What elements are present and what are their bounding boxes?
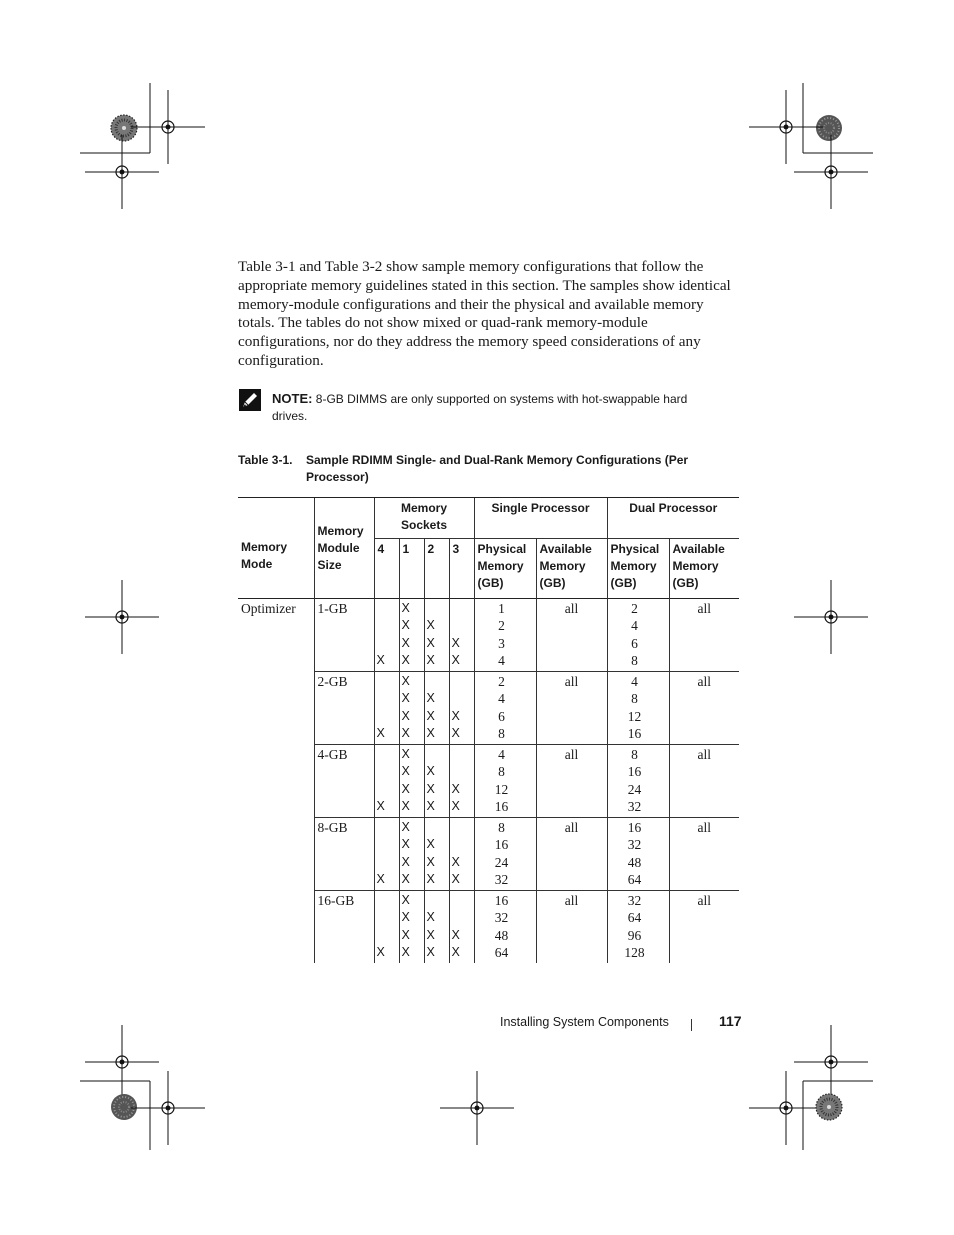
- module-size-cell: 16-GB: [314, 891, 374, 964]
- socket-4-cell-line: [377, 673, 396, 690]
- socket-1-cell-line: X: [401, 820, 410, 834]
- socket-3-cell-line: X: [451, 871, 460, 886]
- socket-4-cell-line: X: [376, 652, 385, 667]
- socket-3-cell: [449, 891, 474, 964]
- header-memory-sockets: Memory Sockets: [374, 498, 474, 539]
- socket-4-cell-line: [377, 836, 396, 853]
- memory-config-table: [238, 497, 739, 963]
- dual-physical-cell: [607, 672, 669, 745]
- socket-4-cell-line: X: [376, 798, 385, 813]
- socket-3-cell-line: [452, 909, 471, 926]
- socket-1-cell-line: X: [401, 798, 410, 813]
- socket-4-cell-line: [377, 708, 396, 725]
- socket-3-cell-line: [452, 617, 471, 634]
- socket-3-cell-line: X: [451, 635, 460, 650]
- table-caption-number: Table 3-1.: [238, 453, 293, 467]
- dual-physical-cell-line: 6: [631, 635, 638, 651]
- socket-4-cell: [374, 672, 399, 745]
- dual-physical-cell-line: 4: [631, 618, 638, 634]
- socket-2-cell-line: X: [426, 927, 435, 942]
- dual-physical-cell-line: 4: [631, 674, 638, 689]
- dual-physical-cell-line: 64: [627, 871, 642, 887]
- socket-1-cell: [399, 818, 424, 891]
- dual-physical-cell-line: 16: [627, 725, 642, 741]
- socket-1-cell-line: X: [401, 854, 410, 869]
- socket-3-cell-line: [452, 763, 471, 780]
- socket-3-cell: [449, 599, 474, 672]
- single-physical-cell-line: 8: [498, 764, 505, 780]
- single-available-cell: all: [536, 745, 607, 818]
- socket-2-cell-line: X: [426, 854, 435, 869]
- socket-1-cell-line: X: [401, 725, 410, 740]
- single-physical-cell: [474, 745, 536, 818]
- socket-2-cell-line: X: [426, 837, 435, 852]
- socket-2-cell-line: [427, 746, 446, 763]
- header-single-available: Available Memory (GB): [536, 539, 607, 599]
- table-row: [238, 745, 739, 818]
- socket-4-cell-line: [377, 927, 396, 944]
- socket-2-cell-line: X: [426, 910, 435, 925]
- note-body: 8-GB DIMMS are only supported on systems with hot-swappable hard drives.: [272, 392, 688, 423]
- socket-3-cell-line: [452, 746, 471, 763]
- socket-3-cell: [449, 672, 474, 745]
- module-size-cell: 2-GB: [314, 672, 374, 745]
- socket-2-cell: [424, 672, 449, 745]
- socket-1-cell-line: X: [401, 944, 410, 959]
- footer-section-title: Installing System Components: [500, 1015, 669, 1029]
- socket-4-cell-line: [377, 763, 396, 780]
- socket-4-cell: [374, 745, 399, 818]
- header-dual-processor: Dual Processor: [607, 498, 739, 539]
- dual-physical-cell-line: 32: [627, 798, 642, 814]
- socket-3-cell-line: X: [451, 854, 460, 869]
- socket-2-cell-line: X: [426, 708, 435, 723]
- socket-1-cell-line: X: [401, 781, 410, 796]
- socket-2-cell-line: X: [426, 691, 435, 706]
- socket-1-cell-line: X: [401, 910, 410, 925]
- single-physical-cell-line: 4: [498, 652, 505, 668]
- single-physical-cell-line: 4: [498, 747, 505, 762]
- dual-physical-cell-line: 32: [627, 893, 642, 908]
- header-single-physical: Physical Memory (GB): [474, 539, 536, 599]
- socket-2-cell: [424, 818, 449, 891]
- socket-4-cell-line: [377, 909, 396, 926]
- socket-4-cell-line: [377, 690, 396, 707]
- dual-available-cell: all: [669, 818, 739, 891]
- socket-2-cell-line: X: [426, 764, 435, 779]
- socket-2-cell: [424, 745, 449, 818]
- dual-physical-cell-line: 96: [627, 927, 642, 943]
- module-size-cell: 8-GB: [314, 818, 374, 891]
- socket-1-cell-line: X: [401, 708, 410, 723]
- single-physical-cell-line: 48: [494, 927, 509, 943]
- socket-3-cell-line: [452, 690, 471, 707]
- dual-available-cell: all: [669, 672, 739, 745]
- socket-3-cell-line: X: [451, 725, 460, 740]
- dual-physical-cell-line: 32: [627, 837, 642, 853]
- dual-physical-cell-line: 24: [627, 781, 642, 797]
- note-label: NOTE:: [272, 391, 313, 406]
- socket-1-cell-line: X: [401, 837, 410, 852]
- single-physical-cell-line: 64: [494, 944, 509, 960]
- socket-1-cell-line: X: [401, 674, 410, 688]
- socket-3-cell-line: [452, 836, 471, 853]
- socket-3-cell-line: X: [451, 708, 460, 723]
- header-single-processor: Single Processor: [474, 498, 607, 539]
- socket-1-cell-line: X: [401, 927, 410, 942]
- socket-4-cell: [374, 818, 399, 891]
- socket-2-cell-line: X: [426, 798, 435, 813]
- memory-mode-cell: Optimizer: [241, 601, 296, 616]
- socket-1-cell: [399, 745, 424, 818]
- socket-3-cell: [449, 818, 474, 891]
- socket-1-cell-line: X: [401, 652, 410, 667]
- single-physical-cell-line: 4: [498, 691, 505, 707]
- socket-4-cell-line: X: [376, 871, 385, 886]
- dual-physical-cell-line: 64: [627, 910, 642, 926]
- socket-4-cell-line: [377, 635, 396, 652]
- socket-3-cell-line: [452, 673, 471, 690]
- socket-3-cell-line: X: [451, 652, 460, 667]
- header-socket-1: 1: [399, 539, 424, 599]
- single-physical-cell-line: 24: [494, 854, 509, 870]
- socket-3-cell-line: X: [451, 927, 460, 942]
- single-physical-cell-line: 16: [494, 893, 509, 908]
- module-size-cell: 1-GB: [314, 599, 374, 672]
- socket-4-cell-line: [377, 600, 396, 617]
- single-physical-cell: [474, 672, 536, 745]
- single-available-cell: all: [536, 672, 607, 745]
- single-physical-cell-line: 16: [494, 837, 509, 853]
- socket-1-cell-line: X: [401, 618, 410, 633]
- dual-physical-cell-line: 12: [627, 708, 642, 724]
- socket-4-cell-line: [377, 617, 396, 634]
- table-row: [238, 672, 739, 745]
- socket-1-cell-line: X: [401, 691, 410, 706]
- single-physical-cell-line: 32: [494, 910, 509, 926]
- dual-available-cell: all: [669, 891, 739, 964]
- socket-1-cell-line: X: [401, 747, 410, 761]
- single-available-cell: all: [536, 891, 607, 964]
- socket-3-cell: [449, 745, 474, 818]
- table-row: [238, 599, 739, 672]
- socket-3-cell-line: [452, 600, 471, 617]
- socket-2-cell-line: X: [426, 725, 435, 740]
- dual-physical-cell-line: 48: [627, 854, 642, 870]
- header-memory-mode: Memory Mode: [238, 498, 314, 599]
- socket-3-cell-line: X: [451, 781, 460, 796]
- dual-physical-cell-line: 16: [627, 764, 642, 780]
- dual-physical-cell-line: 8: [631, 652, 638, 668]
- single-physical-cell: [474, 891, 536, 964]
- header-module-size: Memory Module Size: [314, 498, 374, 599]
- socket-2-cell: [424, 891, 449, 964]
- socket-1-cell: [399, 599, 424, 672]
- table-row: [238, 818, 739, 891]
- socket-4-cell-line: [377, 854, 396, 871]
- single-physical-cell-line: 3: [498, 635, 505, 651]
- socket-2-cell-line: X: [426, 781, 435, 796]
- footer-separator: [691, 1019, 692, 1031]
- single-physical-cell-line: 8: [498, 725, 505, 741]
- table-row: [238, 891, 739, 964]
- socket-1-cell-line: X: [401, 635, 410, 650]
- socket-2-cell-line: [427, 892, 446, 909]
- dual-physical-cell-line: 16: [627, 820, 642, 835]
- dual-physical-cell-line: 2: [631, 601, 638, 616]
- dual-physical-cell: [607, 891, 669, 964]
- dual-physical-cell-line: 8: [631, 691, 638, 707]
- socket-4-cell-line: X: [376, 944, 385, 959]
- single-physical-cell-line: 1: [498, 601, 505, 616]
- header-dual-available: Available Memory (GB): [669, 539, 739, 599]
- note-text: [272, 390, 712, 425]
- single-available-cell: all: [536, 599, 607, 672]
- page-number: 117: [719, 1013, 742, 1029]
- socket-1-cell: [399, 672, 424, 745]
- socket-3-cell-line: [452, 819, 471, 836]
- socket-1-cell-line: X: [401, 893, 410, 907]
- module-size-cell: 4-GB: [314, 745, 374, 818]
- socket-4-cell-line: X: [376, 725, 385, 740]
- socket-3-cell-line: [452, 892, 471, 909]
- dual-physical-cell-line: 8: [631, 747, 638, 762]
- socket-2-cell-line: [427, 673, 446, 690]
- socket-4-cell-line: [377, 819, 396, 836]
- socket-1-cell: [399, 891, 424, 964]
- socket-3-cell-line: X: [451, 944, 460, 959]
- dual-physical-cell: [607, 599, 669, 672]
- socket-4-cell: [374, 599, 399, 672]
- dual-physical-cell: [607, 818, 669, 891]
- socket-2-cell: [424, 599, 449, 672]
- table-caption-title: Sample RDIMM Single- and Dual-Rank Memory Configurations (Per Processor): [306, 453, 689, 484]
- header-dual-physical: Physical Memory (GB): [607, 539, 669, 599]
- single-physical-cell-line: 32: [494, 871, 509, 887]
- socket-1-cell-line: X: [401, 601, 410, 615]
- socket-2-cell-line: [427, 819, 446, 836]
- dual-physical-cell: [607, 745, 669, 818]
- socket-4-cell-line: [377, 892, 396, 909]
- single-physical-cell-line: 2: [498, 674, 505, 689]
- socket-4-cell-line: [377, 746, 396, 763]
- socket-4-cell-line: [377, 781, 396, 798]
- single-available-cell: all: [536, 818, 607, 891]
- socket-1-cell-line: X: [401, 871, 410, 886]
- intro-paragraph: Table 3-1 and Table 3-2 show sample memory configurations that follow the appropriate memory guidelines stated in this section. The samples show identical memory-module configurations and their the physical and available memory totals. The tables do not show mixed or quad-rank memory-module configurations, nor do they address the memory speed considerations of any configuration.: [238, 258, 731, 369]
- socket-4-cell: [374, 891, 399, 964]
- socket-2-cell-line: [427, 600, 446, 617]
- socket-1-cell-line: X: [401, 764, 410, 779]
- socket-2-cell-line: X: [426, 618, 435, 633]
- socket-3-cell-line: X: [451, 798, 460, 813]
- socket-2-cell-line: X: [426, 871, 435, 886]
- single-physical-cell-line: 8: [498, 820, 505, 835]
- header-socket-2: 2: [424, 539, 449, 599]
- header-socket-4: 4: [374, 539, 399, 599]
- note-pencil-icon: [239, 389, 261, 411]
- dual-available-cell: all: [669, 599, 739, 672]
- socket-2-cell-line: X: [426, 944, 435, 959]
- single-physical-cell-line: 2: [498, 618, 505, 634]
- single-physical-cell-line: 6: [498, 708, 505, 724]
- socket-2-cell-line: X: [426, 652, 435, 667]
- single-physical-cell-line: 16: [494, 798, 509, 814]
- single-physical-cell-line: 12: [494, 781, 509, 797]
- header-socket-3: 3: [449, 539, 474, 599]
- socket-2-cell-line: X: [426, 635, 435, 650]
- single-physical-cell: [474, 818, 536, 891]
- dual-available-cell: all: [669, 745, 739, 818]
- dual-physical-cell-line: 128: [624, 944, 645, 960]
- table-body: [238, 599, 739, 964]
- single-physical-cell: [474, 599, 536, 672]
